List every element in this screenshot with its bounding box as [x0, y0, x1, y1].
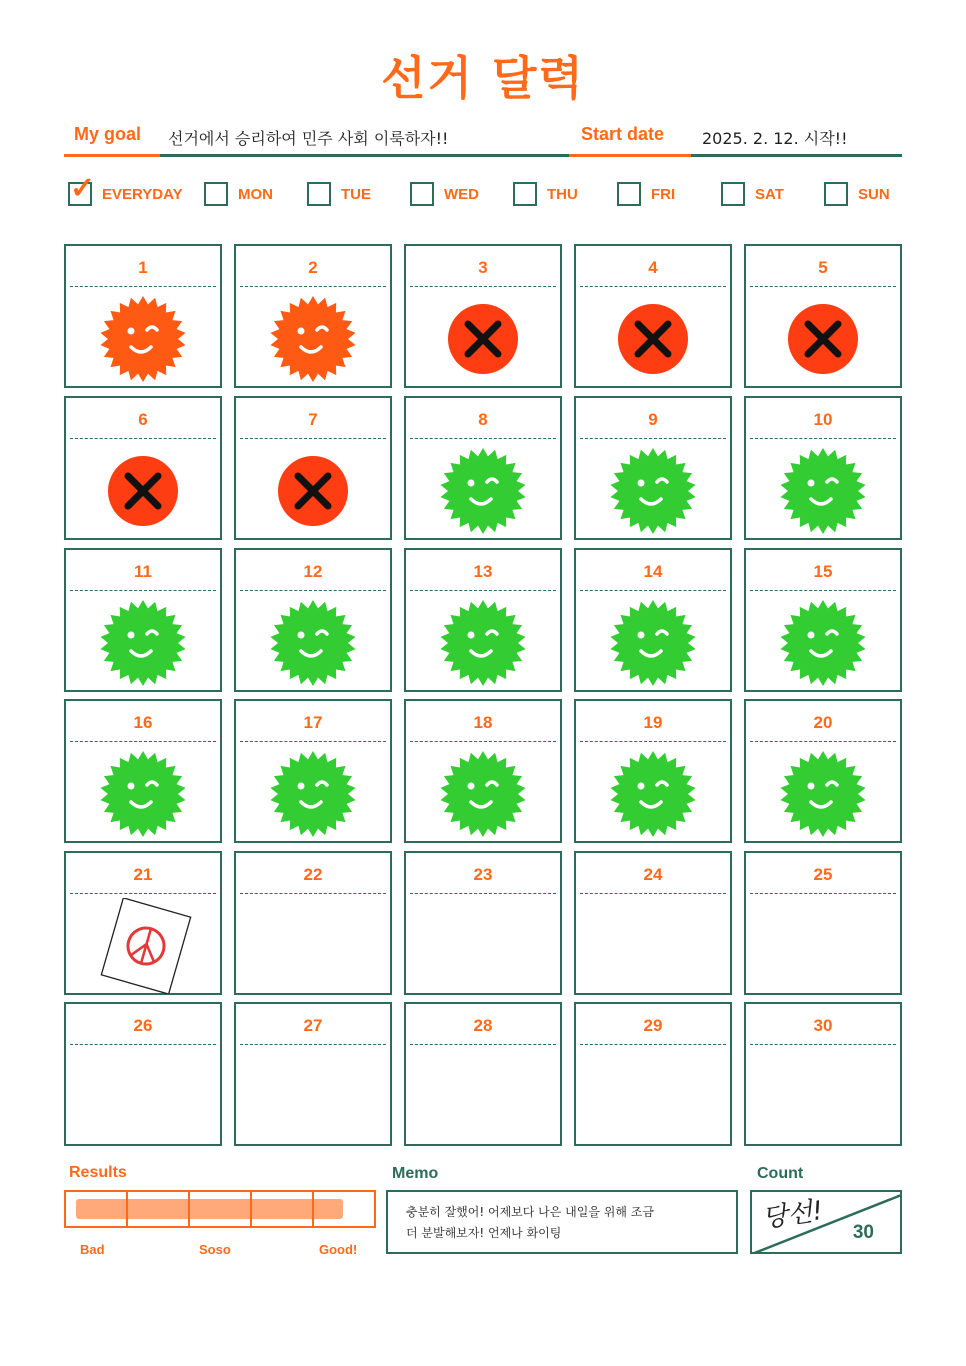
results-divider: [312, 1192, 314, 1226]
results-divider: [250, 1192, 252, 1226]
x-mark-icon: [406, 292, 560, 386]
day-option-fri[interactable]: [617, 178, 675, 210]
calendar-day-cell[interactable]: [404, 396, 562, 540]
dashed-divider: [240, 1044, 386, 1045]
dashed-divider: [240, 438, 386, 439]
calendar-day-cell[interactable]: [404, 851, 562, 995]
calendar-day-cell[interactable]: [234, 699, 392, 843]
day-label: SAT: [755, 185, 784, 203]
calendar-day-cell[interactable]: [744, 396, 902, 540]
calendar-day-cell[interactable]: [574, 244, 732, 388]
day-number: 21: [133, 865, 153, 884]
count-box[interactable]: [750, 1190, 902, 1254]
day-number: 23: [473, 865, 493, 884]
start-date-value[interactable]: 2025. 2. 12. 시작!!: [702, 129, 848, 148]
dashed-divider: [750, 1044, 896, 1045]
day-option-everyday[interactable]: [68, 172, 183, 210]
count-label: Count: [757, 1165, 804, 1182]
results-scale-good: Good!: [319, 1242, 358, 1257]
x-mark-icon: [746, 292, 900, 386]
calendar-grid: [64, 244, 902, 1146]
calendar-day-cell[interactable]: [574, 548, 732, 692]
count-value: 30: [852, 1222, 874, 1243]
goal-label-underline: [64, 154, 160, 157]
dashed-divider: [410, 286, 556, 287]
day-number: 13: [473, 562, 493, 581]
day-option-thu[interactable]: [513, 178, 578, 210]
dashed-divider: [240, 893, 386, 894]
dashed-divider: [70, 286, 216, 287]
results-scale-soso: Soso: [199, 1242, 231, 1257]
day-number: 19: [643, 713, 663, 732]
calendar-day-cell[interactable]: [234, 548, 392, 692]
day-number: 16: [133, 713, 153, 732]
day-number: 27: [303, 1016, 323, 1035]
calendar-day-cell[interactable]: [574, 396, 732, 540]
day-label: WED: [444, 185, 479, 203]
start-date-label: Start date: [581, 124, 665, 144]
calendar-day-cell[interactable]: [744, 851, 902, 995]
day-option-sat[interactable]: [721, 178, 784, 210]
results-divider: [126, 1192, 128, 1226]
day-option-sun[interactable]: [824, 178, 890, 210]
x-mark-icon: [236, 444, 390, 538]
x-mark-icon: [576, 292, 730, 386]
count-word: 당선!: [760, 1195, 825, 1235]
orange-smile-icon: [66, 292, 220, 386]
day-number: 12: [303, 562, 323, 581]
results-label: Results: [69, 1164, 127, 1181]
calendar-day-cell[interactable]: [744, 699, 902, 843]
dashed-divider: [410, 893, 556, 894]
day-number: 18: [473, 713, 493, 732]
calendar-day-cell[interactable]: [574, 699, 732, 843]
dashed-divider: [240, 590, 386, 591]
checkbox[interactable]: [204, 182, 228, 206]
dashed-divider: [580, 590, 726, 591]
page-title: 선거 달력: [381, 51, 585, 105]
calendar-day-cell[interactable]: [64, 851, 222, 995]
day-number: 30: [813, 1016, 833, 1035]
calendar-day-cell[interactable]: [234, 244, 392, 388]
day-label: MON: [238, 185, 273, 203]
day-number: 22: [303, 865, 323, 884]
calendar-day-cell[interactable]: [64, 548, 222, 692]
day-number: 2: [308, 258, 318, 277]
day-label: TUE: [341, 185, 371, 203]
day-number: 1: [138, 258, 148, 277]
green-smile-icon: [406, 747, 560, 841]
memo-label: Memo: [392, 1165, 439, 1182]
dashed-divider: [70, 893, 216, 894]
calendar-day-cell[interactable]: [404, 1002, 562, 1146]
checkbox[interactable]: [68, 172, 96, 206]
memo-box[interactable]: [386, 1190, 738, 1254]
dashed-divider: [410, 438, 556, 439]
green-smile-icon: [406, 596, 560, 690]
day-number: 4: [648, 258, 658, 277]
dashed-divider: [750, 741, 896, 742]
day-number: 6: [138, 410, 148, 429]
results-bar: [64, 1190, 376, 1228]
dashed-divider: [410, 1044, 556, 1045]
day-number: 11: [134, 562, 152, 581]
day-number: 28: [473, 1016, 493, 1035]
calendar-day-cell[interactable]: [64, 244, 222, 388]
memo-line: 충분히 잘했어! 어제보다 나은 내일을 위해 조금: [406, 1205, 654, 1219]
green-smile-icon: [746, 596, 900, 690]
day-option-tue[interactable]: [307, 178, 371, 210]
day-number: 15: [813, 562, 833, 581]
calendar-day-cell[interactable]: [234, 396, 392, 540]
day-number: 5: [818, 258, 828, 277]
calendar-day-cell[interactable]: [574, 851, 732, 995]
green-smile-icon: [66, 596, 220, 690]
results-divider: [188, 1192, 190, 1226]
calendar-day-cell[interactable]: [744, 244, 902, 388]
day-number: 29: [643, 1016, 663, 1035]
checkbox[interactable]: [617, 182, 641, 206]
dashed-divider: [580, 1044, 726, 1045]
day-number: 17: [303, 713, 323, 732]
dashed-divider: [580, 741, 726, 742]
calendar-day-cell[interactable]: [404, 244, 562, 388]
dashed-divider: [70, 741, 216, 742]
calendar-day-cell[interactable]: [234, 1002, 392, 1146]
calendar-day-cell[interactable]: [404, 699, 562, 843]
green-smile-icon: [406, 444, 560, 538]
dashed-divider: [580, 893, 726, 894]
green-smile-icon: [746, 747, 900, 841]
dashed-divider: [750, 286, 896, 287]
green-smile-icon: [576, 444, 730, 538]
day-number: 10: [813, 410, 833, 429]
goal-label: My goal: [74, 124, 142, 144]
dashed-divider: [750, 590, 896, 591]
green-smile-icon: [576, 747, 730, 841]
day-option-mon[interactable]: [204, 178, 273, 210]
day-option-wed[interactable]: [410, 178, 479, 210]
calendar-day-cell[interactable]: [404, 548, 562, 692]
results-scale-bad: Bad: [80, 1242, 105, 1257]
calendar-day-cell[interactable]: [744, 548, 902, 692]
day-number: 9: [648, 410, 658, 429]
day-label: FRI: [651, 185, 676, 203]
dashed-divider: [70, 438, 216, 439]
day-checkbox-row: [64, 172, 904, 210]
day-number: 3: [478, 258, 488, 277]
header-row: [64, 118, 902, 157]
day-number: 8: [478, 410, 488, 429]
orange-smile-icon: [236, 292, 390, 386]
day-number: 20: [813, 713, 833, 732]
dashed-divider: [240, 286, 386, 287]
day-number: 14: [643, 562, 663, 581]
results-fill: [76, 1199, 343, 1219]
x-mark-icon: [66, 444, 220, 538]
checkbox[interactable]: [307, 182, 331, 206]
green-smile-icon: [236, 747, 390, 841]
green-smile-icon: [576, 596, 730, 690]
calendar-day-cell[interactable]: [744, 1002, 902, 1146]
day-label: EVERYDAY: [102, 185, 183, 203]
day-number: 7: [308, 410, 318, 429]
day-label: THU: [547, 185, 578, 203]
dashed-divider: [410, 741, 556, 742]
dashed-divider: [750, 893, 896, 894]
day-number: 25: [813, 865, 833, 884]
checkbox[interactable]: [721, 182, 745, 206]
dashed-divider: [580, 438, 726, 439]
calendar-day-cell[interactable]: [234, 851, 392, 995]
green-smile-icon: [746, 444, 900, 538]
checkbox[interactable]: [513, 182, 537, 206]
checkmark-icon: ✓: [70, 172, 96, 205]
checkbox[interactable]: [410, 182, 434, 206]
dashed-divider: [410, 590, 556, 591]
calendar-day-cell[interactable]: [574, 1002, 732, 1146]
dashed-divider: [240, 741, 386, 742]
dashed-divider: [750, 438, 896, 439]
goal-value[interactable]: 선거에서 승리하여 민주 사회 이룩하자!!: [168, 129, 449, 148]
day-number: 26: [133, 1016, 153, 1035]
dashed-divider: [70, 1044, 216, 1045]
calendar-day-cell[interactable]: [64, 1002, 222, 1146]
start-date-underline: [569, 154, 691, 157]
checkbox[interactable]: [824, 182, 848, 206]
green-smile-icon: [236, 596, 390, 690]
dashed-divider: [580, 286, 726, 287]
day-number: 24: [643, 865, 663, 884]
calendar-day-cell[interactable]: [64, 396, 222, 540]
green-smile-icon: [66, 747, 220, 841]
calendar-day-cell[interactable]: [64, 699, 222, 843]
day-label: SUN: [858, 185, 890, 203]
dashed-divider: [70, 590, 216, 591]
memo-line: 더 분발해보자! 언제나 화이팅: [406, 1226, 562, 1240]
vote-stamp-icon: [66, 899, 220, 993]
